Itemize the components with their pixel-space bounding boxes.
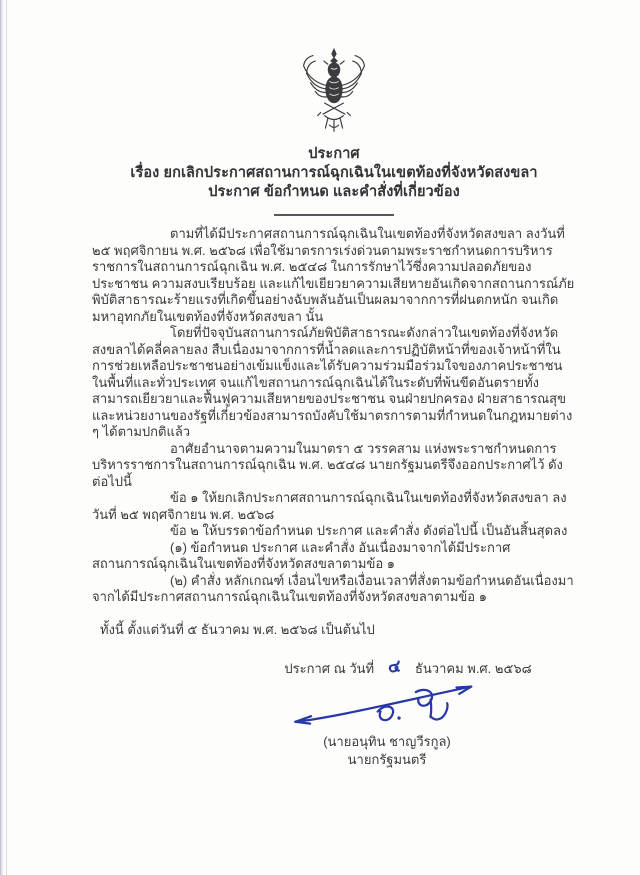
signature-ink-icon <box>232 681 542 731</box>
handwritten-day-numeral: ๔ <box>387 656 402 677</box>
page-title: ประกาศ <box>308 146 360 162</box>
signer-name: (นายอนุทิน ชาญวีรกูล) <box>323 734 451 749</box>
clause-2-sub-2: (๒) คำสั่ง หลักเกณฑ์ เงื่อนไขหรือเงื่อนเวลาที่สั่งตามข้อกำหนดอันเนื่องมาจากได้มีประกาศสถานการณ์ฉุกเฉินในเขตท้องที่จังหวัดสงขลาตามข้อ ๑ <box>92 572 574 604</box>
header-divider <box>274 214 394 216</box>
announcement-date-line <box>274 656 542 677</box>
clause-1: ข้อ ๑ ให้ยกเลิกประกาศสถานการณ์ฉุกเฉินในเขตท้องที่จังหวัดสงขลา ลงวันที่ ๒๕ พฤศจิกายน พ.ศ. ๒๕๖๘ <box>92 490 567 522</box>
paragraph-situation: โดยที่ปัจจุบันสถานการณ์ภัยพิบัติสาธารณะดังกล่าวในเขตท้องที่จังหวัดสงขลาได้คลี่คลายลง สืบเนื่องมาจากการที่น้ำลดและการปฏิบัติหน้าที่ของเจ้าหน้าที่ในการช่วยเหลือประชาชนอย่างเข้มแข็งและได้รับความร่วมมือร่วมใจของภาคประชาชนในพื้นที่และทั่วประเทศ จนแก้ไขสถานการณ์ฉุกเฉินได้ในระดับที่พ้นขีดอันตรายทั้งสามารถเยียวยาและฟื้นฟูความเสียหายของประชาชน จนฝ่ายปกครอง ฝ่ายสาธารณสุข และหน่วยงานของรัฐที่เกี่ยวข้องสามารถบังคับใช้มาตรการตามที่กำหนดในกฎหมายต่าง ๆ ได้ตามปกติแล้ว <box>92 325 573 439</box>
scan-edge-line <box>6 0 7 875</box>
clause-2-sub-1: (๑) ข้อกำหนด ประกาศ และคำสั่ง อันเนื่องมาจากได้มีประกาศสถานการณ์ฉุกเฉินในเขตท้องที่จังหวัดสงขลาตามข้อ ๑ <box>92 539 511 571</box>
subject-line-1: เรื่อง ยกเลิกประกาศสถานการณ์ฉุกเฉินในเขตท้องที่จังหวัดสงขลา <box>130 165 538 181</box>
scan-left-edge <box>0 0 9 875</box>
date-suffix: ธันวาคม พ.ศ. ๒๕๖๘ <box>414 661 532 676</box>
document-body <box>92 226 576 638</box>
garuda-emblem-icon <box>295 45 373 141</box>
paragraph-preamble: ตามที่ได้มีประกาศสถานการณ์ฉุกเฉินในเขตท้องที่จังหวัดสงขลา ลงวันที่ ๒๕ พฤศจิกายน พ.ศ. ๒๕๖๘ เพื่อใช้มาตรการเร่งด่วนตามพระราชกำหนดการบริหารราชการในสถานการณ์ฉุกเฉิน พ.ศ. ๒๕๔๘ ในการรักษาไว้ซึ่งความปลอดภัยของประชาชน ความสงบเรียบร้อย และแก้ไขเยียวยาความเสียหายอันเกิดจากสถานการณ์ภัยพิบัติสาธารณะร้ายแรงที่เกิดขึ้นอย่างฉับพลันอันเป็นผลมาจากการที่ฝนตกหนัก จนเกิดมหาอุทกภัยในเขตท้องที่จังหวัดสงขลา นั้น <box>92 226 575 324</box>
signature-block <box>232 656 542 768</box>
date-prefix: ประกาศ ณ วันที่ <box>284 661 375 676</box>
effective-date-line: ทั้งนี้ ตั้งแต่วันที่ ๕ ธันวาคม พ.ศ. ๒๕๖๘ เป็นต้นไป <box>100 621 375 637</box>
signer-role: นายกรัฐมนตรี <box>347 752 427 767</box>
paragraph-authority: อาศัยอำนาจตามความในมาตรา ๕ วรรคสาม แห่งพระราชกำหนดการบริหารราชการในสถานการณ์ฉุกเฉิน พ.ศ. ๒๕๔๘ นายกรัฐมนตรีจึงออกประกาศไว้ ดังต่อไปนี้ <box>92 440 563 489</box>
subject-line-2: ประกาศ ข้อกำหนด และคำสั่งที่เกี่ยวข้อง <box>208 184 460 200</box>
clause-2: ข้อ ๒ ให้บรรดาข้อกำหนด ประกาศ และคำสั่ง ดังต่อไปนี้ เป็นอันสิ้นสุดลง <box>170 523 568 538</box>
document-content <box>92 0 576 768</box>
